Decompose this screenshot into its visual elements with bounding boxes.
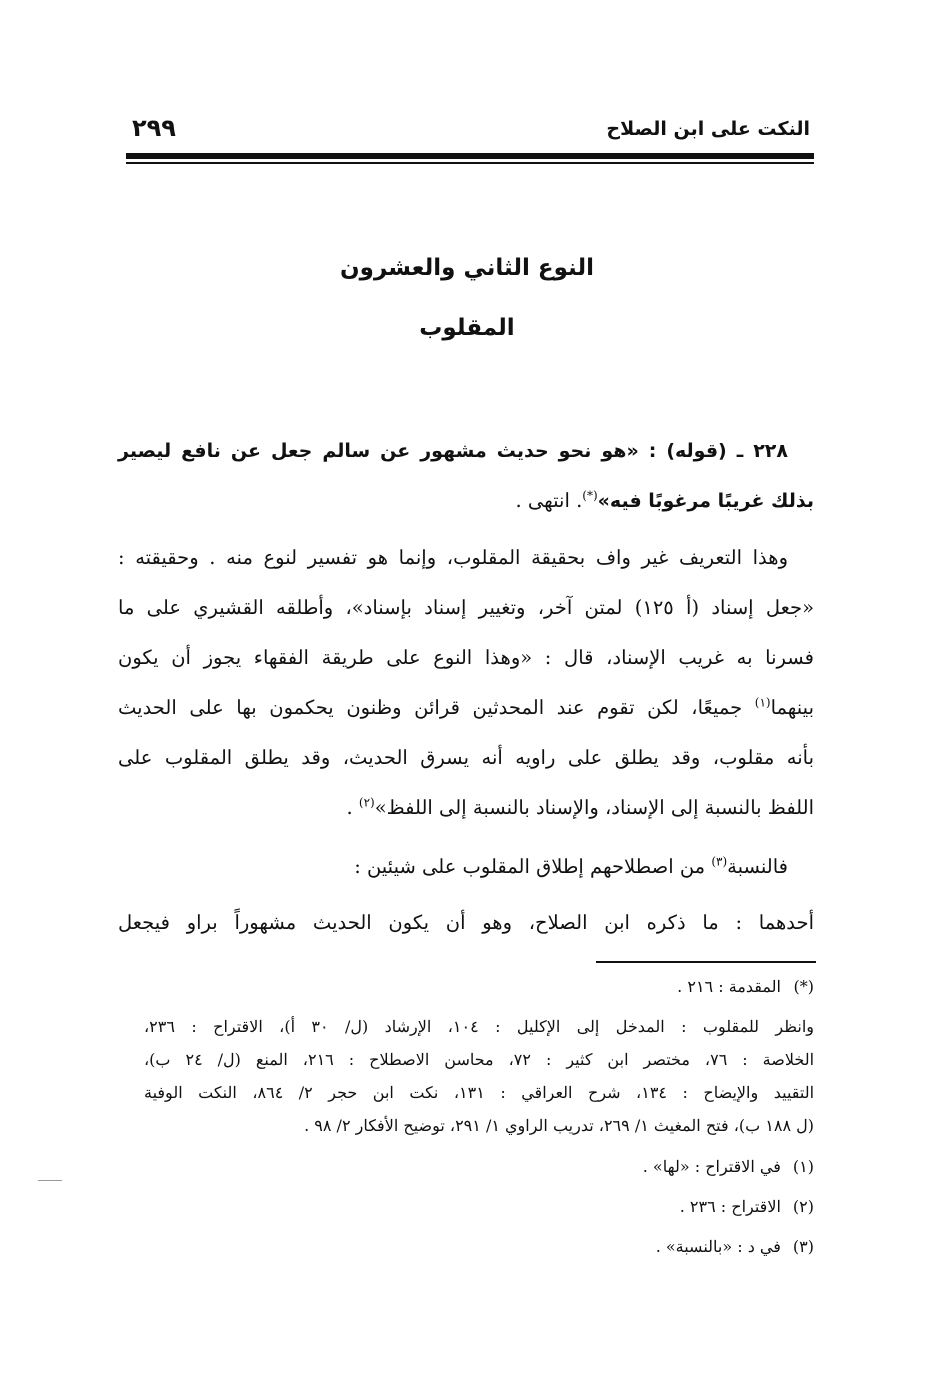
footnote-ref-2: (٢) xyxy=(358,795,375,810)
paragraph-line xyxy=(118,691,814,725)
footnote-mark: (٢) xyxy=(792,1197,814,1216)
footnote-star-line: التقييد والإيضاح : ١٣٤، شرح العراقي : ١٣١، نكت ابن حجر ٢/ ٨٦٤، النكت الوفية xyxy=(144,1083,815,1102)
footnote-text: المقدمة : ٢١٦ . xyxy=(677,977,781,996)
entry-line-1: ٢٢٨ ـ (قوله) : «هو نحو حديث مشهور عن سالم جعل عن نافع ليصير xyxy=(118,440,788,462)
paragraph-line: فسرنا به غريب الإسناد، قال : «وهذا النوع على طريقة الفقهاء يجوز أن يكون xyxy=(118,646,814,669)
scan-edge-mark xyxy=(38,1180,62,1181)
footnote-mark: (*) xyxy=(793,977,814,996)
paragraph-line: بأنه مقلوب، وقد يطلق على راويه أنه يسرق الحديث، وقد يطلق المقلوب على xyxy=(118,746,814,769)
footnote-mark: (٣) xyxy=(792,1237,814,1256)
paragraph-line xyxy=(118,850,788,884)
footnote-text: في الاقتراح : «لها» . xyxy=(642,1157,781,1176)
paragraph-text: اللفظ بالنسبة إلى الإسناد، والإسناد بالنسبة إلى اللفظ» xyxy=(374,796,814,819)
paragraph-line: أحدهما : ما ذكره ابن الصلاح، وهو أن يكون الحديث مشهوراً براو فيجعل xyxy=(118,911,814,934)
paragraph-line: وهذا التعريف غير واف بحقيقة المقلوب، وإنما هو تفسير لنوع منه . وحقيقته : xyxy=(118,546,788,569)
footnote-separator xyxy=(596,961,816,963)
entry-closing: . انتهى . xyxy=(515,489,583,512)
footnote-star-line: الخلاصة : ٧٦، مختصر ابن كثير : ٧٢، محاسن الاصطلاح : ٢١٦، المنع (ل/ ٢٤ ب)، xyxy=(144,1050,815,1069)
footnote-text: الاقتراح : ٢٣٦ . xyxy=(679,1197,781,1216)
chapter-title: النوع الثاني والعشرون xyxy=(340,255,594,281)
footnote-star-line: وانظر للمقلوب : المدخل إلى الإكليل : ١٠٤، الإرشاد (ل/ ٣٠ أ)، الاقتراح : ٢٣٦، xyxy=(144,1017,815,1036)
footnote-3 xyxy=(118,1232,814,1262)
paragraph-text: . xyxy=(346,796,359,819)
header-rule-thick xyxy=(126,153,814,159)
paragraph-text: من اصطلاحهم إطلاق المقلوب على شيئين : xyxy=(354,855,712,878)
footnote-ref-3: (٣) xyxy=(711,854,728,869)
paragraph-line: «جعل إسناد (أ ١٢٥) لمتن آخر، وتغيير إسناد بإسناد»، وأطلقه القشيري على ما xyxy=(118,596,815,619)
footnote-star-line: (ل ١٨٨ ب)، فتح المغيث ١/ ٢٦٩، تدريب الراوي ١/ ٢٩١، توضيح الأفكار ٢/ ٩٨ . xyxy=(304,1116,814,1135)
entry-line-2 xyxy=(118,484,814,518)
paragraph-text: فالنسبة xyxy=(727,855,788,878)
chapter-subtitle: المقلوب xyxy=(419,315,515,341)
footnote-ref-star: (*) xyxy=(582,488,598,503)
entry-quote-end: بذلك غريبًا مرغوبًا فيه» xyxy=(597,490,814,512)
footnote-ref-1: (١) xyxy=(754,695,771,710)
paragraph-text: بينهما xyxy=(770,696,814,719)
paragraph-text: جميعًا، لكن تقوم عند المحدثين قرائن وظنون يحكمون بها على الحديث xyxy=(118,696,755,719)
footnote-2 xyxy=(118,1192,814,1222)
paragraph-line xyxy=(118,791,814,825)
running-header-title: النكت على ابن الصلاح xyxy=(606,118,810,140)
footnote-text: في د : «بالنسبة» . xyxy=(655,1237,781,1256)
footnote-1 xyxy=(118,1152,814,1182)
header-rule-thin xyxy=(126,162,814,164)
footnote-star xyxy=(118,972,814,1002)
footnote-mark: (١) xyxy=(792,1157,814,1176)
page-number: ٢٩٩ xyxy=(132,114,176,142)
